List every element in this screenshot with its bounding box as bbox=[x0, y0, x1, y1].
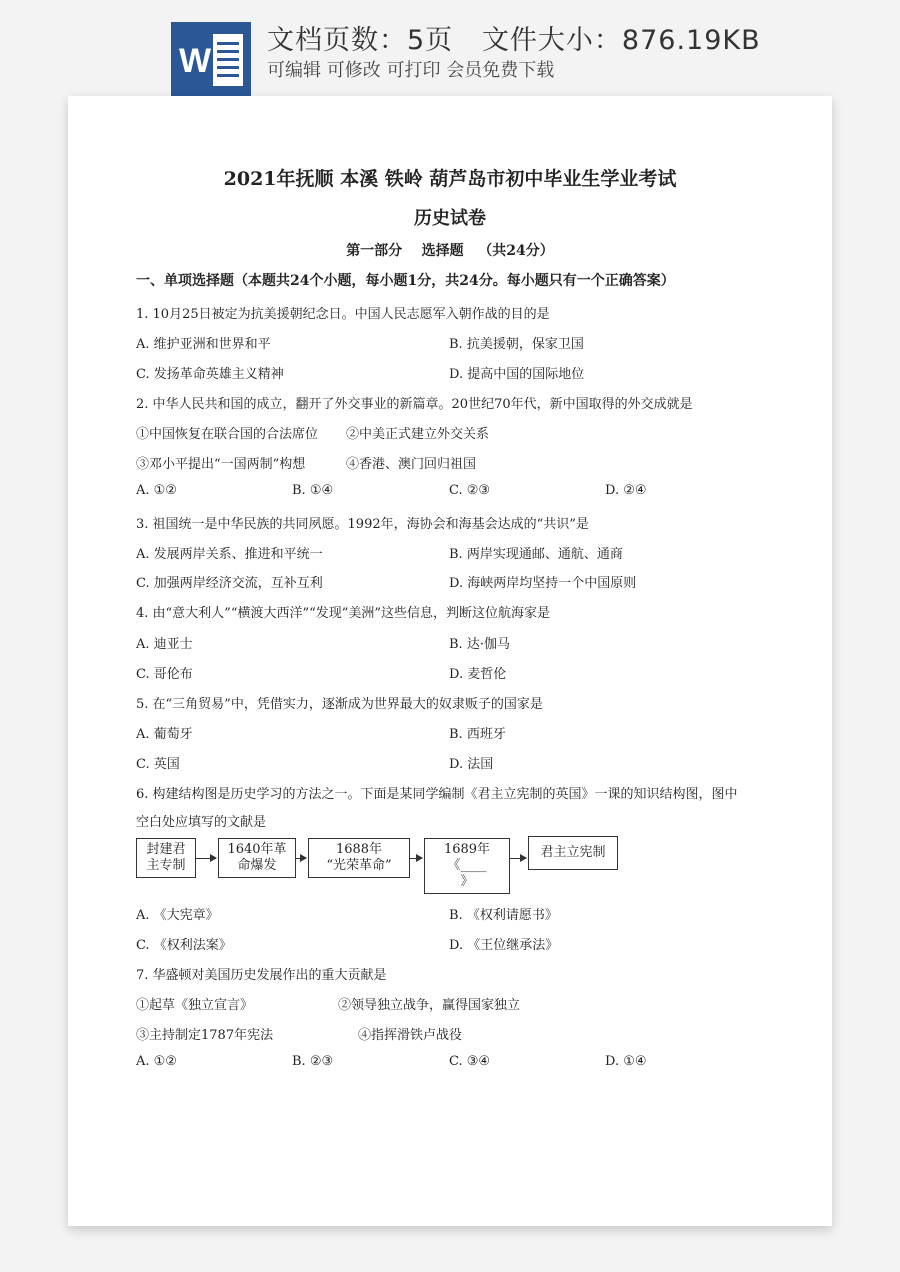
q3-option-b: B. 两岸实现通邮、通航、通商 bbox=[449, 547, 623, 562]
q5-option-c: C. 英国 bbox=[136, 757, 180, 772]
feature-editable: 可编辑 bbox=[267, 60, 321, 81]
q2-statement-4: ④香港、澳门回归祖国 bbox=[346, 457, 477, 472]
q2-stem: 2. 中华人民共和国的成立，翻开了外交事业的新篇章。20世纪70年代，新中国取得的外交成就是 bbox=[136, 397, 693, 412]
q2-option-a: A. ①② bbox=[136, 483, 177, 498]
q7-statement-3: ③主持制定1787年宪法 bbox=[136, 1028, 274, 1043]
q2-statement-2: ②中美正式建立外交关系 bbox=[346, 427, 490, 442]
exam-subtitle: 历史试卷 bbox=[414, 208, 486, 229]
q1-option-b: B. 抗美援朝，保家卫国 bbox=[449, 337, 584, 352]
flow-arrow-4 bbox=[510, 858, 526, 859]
flow-box-constitutional-monarchy: 君主立宪制 bbox=[528, 836, 618, 870]
q3-option-d: D. 海峡两岸均坚持一个中国原则 bbox=[449, 576, 637, 591]
exam-title: 2021年抚顺 本溪 铁岭 葫芦岛市初中毕业生学业考试 bbox=[223, 168, 677, 190]
q4-option-c: C. 哥伦布 bbox=[136, 667, 193, 682]
q5-option-d: D. 法国 bbox=[449, 757, 494, 772]
part-heading: 第一部分 选择题 （共24分） bbox=[346, 243, 554, 259]
download-banner bbox=[0, 0, 900, 96]
q1-option-d: D. 提高中国的国际地位 bbox=[449, 367, 585, 382]
q3-option-a: A. 发展两岸关系、推进和平统一 bbox=[136, 547, 323, 562]
file-size-text: 文件大小：876.19KB bbox=[481, 25, 761, 56]
q7-option-d: D. ①④ bbox=[605, 1054, 647, 1069]
q2-statement-3: ③邓小平提出“一国两制”构想 bbox=[136, 457, 306, 472]
q3-stem: 3. 祖国统一是中华民族的共同夙愿。1992年，海协会和海基会达成的“共识”是 bbox=[136, 517, 589, 532]
q4-option-d: D. 麦哲伦 bbox=[449, 667, 507, 682]
q5-option-b: B. 西班牙 bbox=[449, 727, 506, 742]
q7-stem: 7. 华盛顿对美国历史发展作出的重大贡献是 bbox=[136, 968, 387, 983]
q7-option-a: A. ①② bbox=[136, 1054, 177, 1069]
section-heading: 一、单项选择题（本题共24个小题，每小题1分，共24分。每小题只有一个正确答案） bbox=[136, 273, 675, 289]
document-page bbox=[68, 96, 832, 1226]
feature-modifiable: 可修改 bbox=[326, 60, 381, 81]
q2-option-c: C. ②③ bbox=[449, 483, 491, 498]
q6-stem-line1: 6. 构建结构图是历史学习的方法之一。下面是某同学编制《君主立宪制的英国》一课的知识结构图，图中 bbox=[136, 787, 738, 802]
q2-option-d: D. ②④ bbox=[605, 483, 647, 498]
q4-option-a: A. 迪亚士 bbox=[136, 637, 193, 652]
feature-printable: 可打印 bbox=[386, 60, 441, 81]
q5-stem: 5. 在“三角贸易”中，凭借实力，逐渐成为世界最大的奴隶贩子的国家是 bbox=[136, 697, 543, 712]
q5-option-a: A. 葡萄牙 bbox=[136, 727, 193, 742]
q6-option-c: C. 《权利法案》 bbox=[136, 938, 232, 953]
page-count-text: 文档页数：5页 bbox=[267, 25, 454, 56]
q6-stem-line2: 空白处应填写的文献是 bbox=[136, 815, 267, 830]
flow-arrow-3 bbox=[410, 858, 422, 859]
q4-option-b: B. 达·伽马 bbox=[449, 637, 510, 652]
q7-statement-4: ④指挥滑铁卢战役 bbox=[358, 1028, 463, 1043]
svg-text:W: W bbox=[179, 42, 212, 80]
flow-box-1689-blank: 1689年 《____ 》 bbox=[424, 838, 510, 894]
q1-option-c: C. 发扬革命英雄主义精神 bbox=[136, 367, 284, 382]
q6-option-a: A. 《大宪章》 bbox=[136, 908, 219, 923]
word-document-icon bbox=[171, 22, 251, 96]
q3-option-c: C. 加强两岸经济交流，互补互利 bbox=[136, 576, 323, 591]
feature-member-download: 会员免费下载 bbox=[446, 60, 555, 81]
q7-statement-2: ②领导独立战争，赢得国家独立 bbox=[338, 998, 521, 1013]
q6-option-d: D. 《王位继承法》 bbox=[449, 938, 559, 953]
q1-option-a: A. 维护亚洲和世界和平 bbox=[136, 337, 271, 352]
q2-statement-1: ①中国恢复在联合国的合法席位 bbox=[136, 427, 319, 442]
flow-arrow-1 bbox=[196, 858, 216, 859]
flow-arrow-2 bbox=[296, 858, 306, 859]
q2-option-b: B. ①④ bbox=[292, 483, 334, 498]
q6-option-b: B. 《权利请愿书》 bbox=[449, 908, 558, 923]
q4-stem: 4. 由“意大利人”“横渡大西洋”“发现”美洲”这些信息，判断这位航海家是 bbox=[136, 606, 551, 621]
structure-diagram bbox=[136, 832, 626, 896]
q1-stem: 1. 10月25日被定为抗美援朝纪念日。中国人民志愿军入朝作战的目的是 bbox=[136, 307, 550, 322]
q7-option-c: C. ③④ bbox=[449, 1054, 491, 1069]
q7-statement-1: ①起草《独立宣言》 bbox=[136, 998, 254, 1013]
flow-box-feudal-monarchy: 封建君 主专制 bbox=[136, 838, 196, 878]
flow-box-glorious-revolution: 1688年 “光荣革命” bbox=[308, 838, 410, 878]
flow-box-1640-revolution: 1640年革 命爆发 bbox=[218, 838, 296, 878]
q7-option-b: B. ②③ bbox=[292, 1054, 334, 1069]
